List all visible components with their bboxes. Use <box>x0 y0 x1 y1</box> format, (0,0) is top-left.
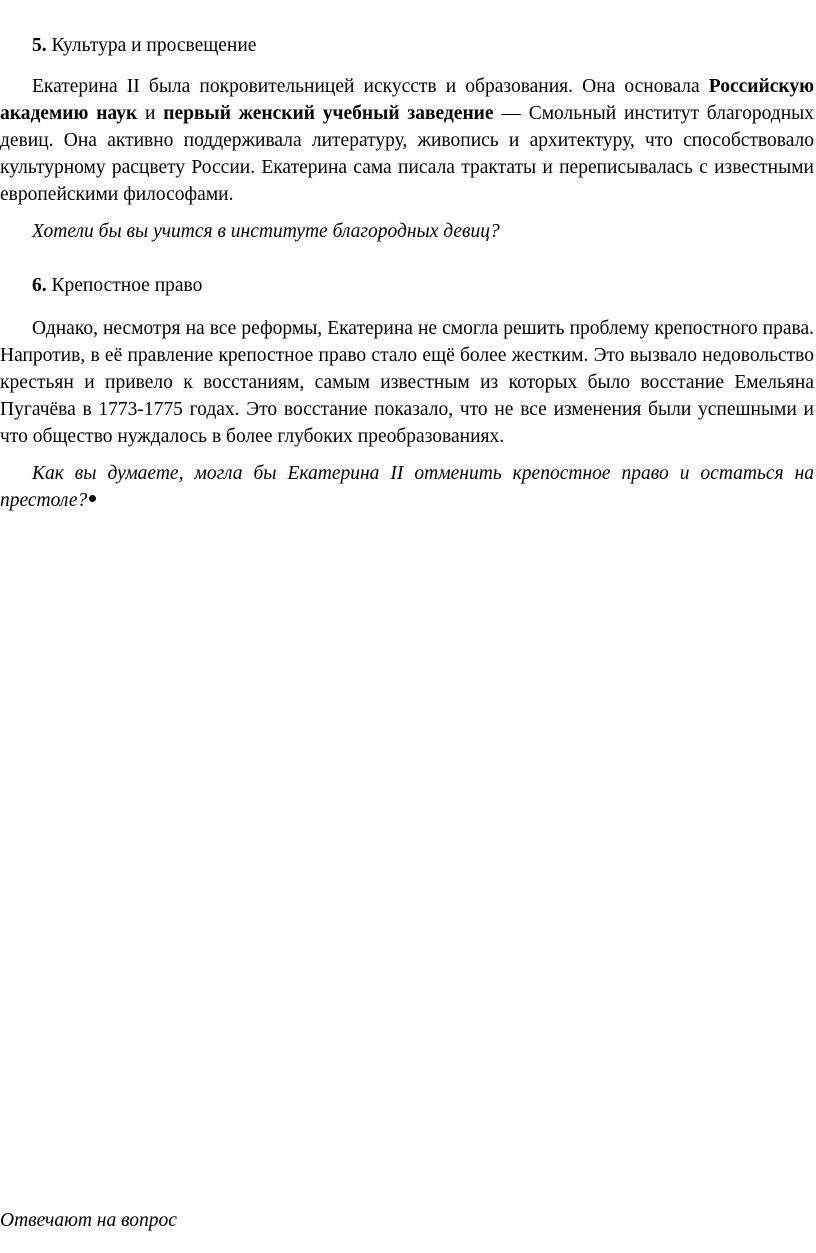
section-5-title: Культура и просвещение <box>51 35 257 56</box>
section-5-paragraph <box>0 73 814 208</box>
section-6-paragraph: Однако, несмотря на все реформы, Екатерина не смогла решить проблему крепостного права. Напротив, в её правление крепостное право стало ещё более жестким. Это вызвало недовольство крестьян и привело к восстаниям, самым известным из которых было восстание Емельяна Пугачёва в 1773-1775 годах. Это восстание показало, что не все изменения были успешными и что общество нуждалось в более глубоких преобразованиях. <box>0 318 814 447</box>
section-6-question-text: Как вы думаете, могла бы Екатерина II отменить крепостное право и остаться на престоле? <box>0 463 814 511</box>
section-5-text-part3: — Смольный институт благородных девиц. Она активно поддерживала литературу, живопись и архитектуру, что способствовало культурному расцвету России. Екатерина сама писала трактаты и переписывалась с известными европейскими философами. <box>0 103 815 205</box>
section-5-text-part2: и <box>137 103 164 124</box>
section-6-title: Крепостное право <box>51 275 203 296</box>
footer-note: Отвечают на вопрос <box>0 1210 177 1231</box>
section-6-question <box>0 460 814 514</box>
section-5-bold-school: первый женский учебный заведение <box>163 103 494 124</box>
section-5-bold-academy: Российскую академию наук <box>0 76 814 124</box>
section-5-heading <box>0 32 814 59</box>
section-5-number: 5. <box>32 35 47 56</box>
section-6-heading <box>0 272 814 299</box>
bullet-dot-icon <box>89 495 96 502</box>
section-5-text-part1: Екатерина II была покровительницей искусств и образования. Она основала <box>32 76 709 97</box>
section-5-question: Хотели бы вы учится в институте благородных девиц? <box>32 221 500 242</box>
section-6-number: 6. <box>32 275 47 296</box>
